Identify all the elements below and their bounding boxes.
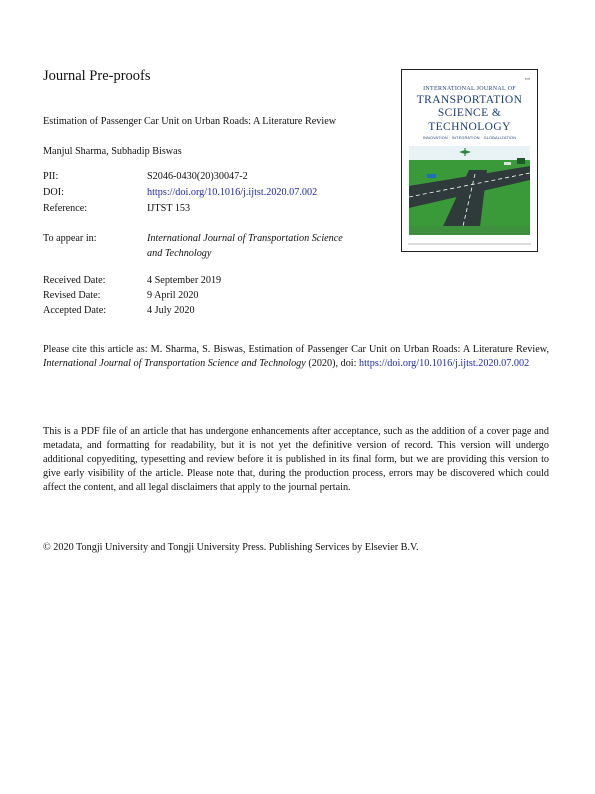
cover-title-line3: SCIENCE & bbox=[437, 107, 502, 119]
revised-date-label: Revised Date: bbox=[43, 290, 101, 301]
received-date-label: Received Date: bbox=[43, 275, 106, 286]
doi-label: DOI: bbox=[43, 187, 64, 198]
copyright-notice: © 2020 Tongji University and Tongji University Press. Publishing Services by Elsevier B.V. bbox=[43, 542, 419, 553]
citation-journal: International Journal of Transportation Science and Technology bbox=[43, 358, 306, 369]
citation-middle: (2020), doi: bbox=[308, 358, 357, 369]
pii-label: PII: bbox=[43, 171, 59, 182]
reference-value: IJTST 153 bbox=[147, 203, 191, 214]
appear-in-journal-line2: and Technology bbox=[147, 248, 212, 259]
cover-title-line2: TRANSPORTATION bbox=[416, 94, 523, 106]
citation-paragraph bbox=[43, 343, 549, 371]
cover-title-line4: TECHNOLOGY bbox=[428, 121, 511, 133]
accepted-date-value: 4 July 2020 bbox=[147, 305, 195, 316]
article-title: Estimation of Passenger Car Unit on Urban Roads: A Literature Review bbox=[43, 116, 337, 127]
cover-tagline: INNOVATION · INTEGRATION · GLOBALIZATION bbox=[422, 136, 517, 140]
cover-road-illustration bbox=[409, 146, 530, 235]
appear-in-label: To appear in: bbox=[43, 233, 97, 244]
accepted-date-label: Accepted Date: bbox=[43, 305, 107, 316]
journal-cover-image bbox=[401, 69, 538, 252]
revised-date-value: 9 April 2020 bbox=[147, 290, 199, 301]
cover-volume-mark: ▪▪▪▪ bbox=[525, 77, 530, 81]
received-date-value: 4 September 2019 bbox=[147, 275, 222, 286]
cover-footer-strip bbox=[408, 243, 531, 245]
journal-pre-proofs-header: Journal Pre-proofs bbox=[43, 68, 151, 84]
citation-prefix: Please cite this article as: M. Sharma, S. Biswas, Estimation of Passenger Car Unit on Urban Roads: A Literature Review, bbox=[43, 344, 549, 355]
citation-doi-link[interactable]: https://doi.org/10.1016/j.ijtst.2020.07.002 bbox=[359, 358, 530, 369]
pii-value: S2046-0430(20)30047-2 bbox=[147, 171, 248, 182]
appear-in-journal-line1: International Journal of Transportation Science bbox=[147, 233, 343, 244]
doi-link[interactable]: https://doi.org/10.1016/j.ijtst.2020.07.002 bbox=[147, 187, 318, 198]
reference-label: Reference: bbox=[43, 203, 88, 214]
disclaimer-paragraph: This is a PDF file of an article that has undergone enhancements after acceptance, such as the addition of a cover page and metadata, and formatting for readability, but it is not yet the definitive version of record. This version will undergo additional copyediting, typesetting and review before it is published in its final form, but we are providing this version to give early visibility of the article. Please note that, during the production process, errors may be discovered which could affect the content, and all legal disclaimers that apply to the journal pertain. bbox=[43, 426, 549, 493]
article-authors: Manjul Sharma, Subhadip Biswas bbox=[43, 146, 182, 157]
cover-title-line1: INTERNATIONAL JOURNAL OF bbox=[423, 86, 516, 92]
